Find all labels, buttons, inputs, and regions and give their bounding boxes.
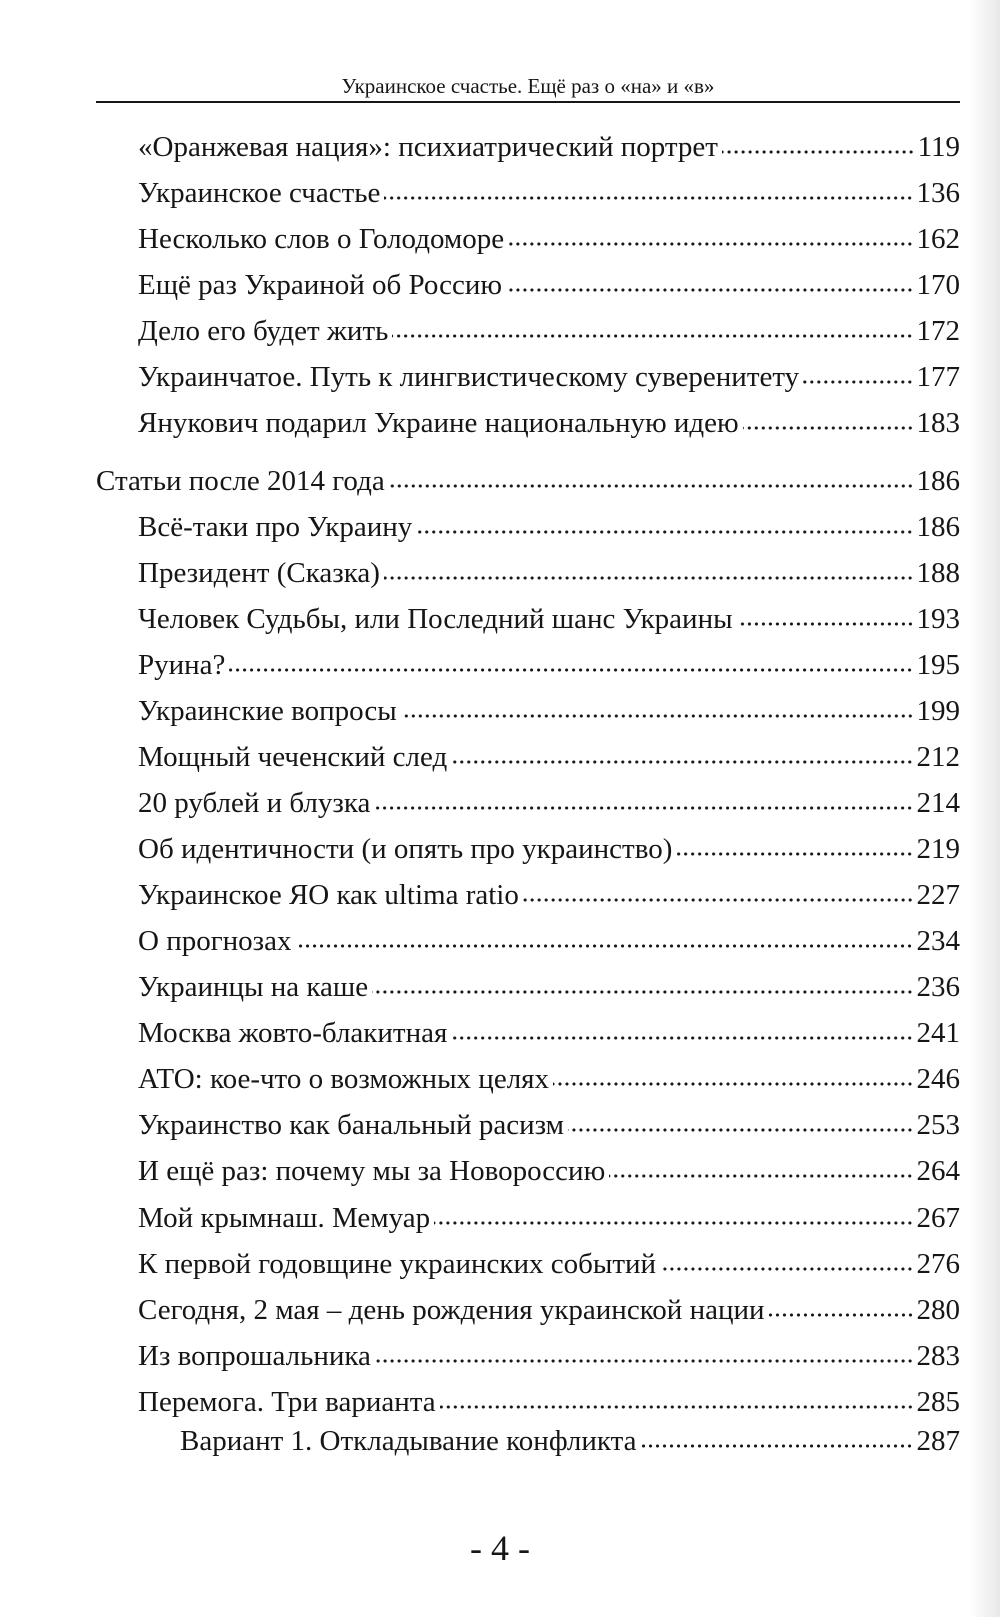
- dot-leader: [295, 942, 913, 950]
- dot-leader: [389, 482, 914, 490]
- toc-entry-title: Несколько слов о Голодоморе: [138, 223, 505, 255]
- toc-entry-page: 199: [916, 695, 960, 727]
- toc-entry: [138, 127, 960, 167]
- toc-entry: [138, 403, 960, 443]
- dot-leader: [803, 378, 913, 386]
- toc-entry: [138, 1290, 960, 1330]
- dot-leader: [392, 332, 913, 340]
- toc-entry-title: Вариант 1. Откладывание конфликта: [180, 1425, 637, 1457]
- toc-entry-title: О прогнозах: [138, 925, 292, 957]
- toc-entry: [138, 737, 960, 777]
- toc-entry: [138, 783, 960, 823]
- toc-entry: [138, 875, 960, 915]
- toc-entry-page: 276: [916, 1248, 960, 1280]
- toc-entry: [138, 265, 960, 305]
- dot-leader: [229, 666, 913, 674]
- toc-entry-page: 193: [916, 603, 960, 635]
- toc-entry-page: 183: [916, 407, 960, 439]
- toc-entry: [138, 1336, 960, 1376]
- running-head: Украинское счастье. Ещё раз о «на» и «в»: [341, 74, 715, 98]
- toc-entry-page: 234: [916, 925, 960, 957]
- toc-entry-title: Ещё раз Украиной об Россию: [138, 269, 503, 301]
- toc-entry: [138, 1382, 960, 1422]
- toc-entry: [138, 357, 960, 397]
- dot-leader: [416, 528, 913, 536]
- toc-entry-title: Президент (Сказка): [138, 557, 380, 589]
- toc-entry: [138, 599, 960, 639]
- dot-leader: [375, 1357, 914, 1365]
- toc-entry: [138, 553, 960, 593]
- toc-entry-title: Янукович подарил Украине национальную идею: [138, 407, 739, 439]
- dot-leader: [609, 1172, 913, 1180]
- toc-entry-title: Украинчатое. Путь к лингвистическому суверенитету: [138, 361, 800, 393]
- toc-entry-title: Украинство как банальный расизм: [138, 1109, 565, 1141]
- toc-entry-title: К первой годовщине украинских событий: [138, 1248, 657, 1280]
- toc-entry-title: Дело его будет жить: [138, 315, 389, 347]
- dot-leader: [506, 286, 913, 294]
- toc-entry-page: 136: [916, 177, 960, 209]
- toc-entry: [138, 1198, 960, 1238]
- header-rule: [96, 101, 960, 103]
- toc-entry: [138, 311, 960, 351]
- toc-entry-title: Из вопрошальника: [138, 1340, 371, 1372]
- toc-entry-title: Москва жовто-блакитная: [138, 1017, 448, 1049]
- toc-entry-page: 214: [916, 787, 960, 819]
- dot-leader: [451, 758, 913, 766]
- toc-entry-title: Об идентичности (и опять про украинство): [138, 833, 673, 865]
- toc-entry-title: Всё-таки про Украину: [138, 511, 413, 543]
- toc-entry-page: 188: [916, 557, 960, 589]
- toc-entry-page: 285: [916, 1386, 960, 1418]
- toc-entry: [180, 1421, 960, 1461]
- dot-leader: [374, 804, 913, 812]
- toc-entry-page: 280: [916, 1294, 960, 1326]
- toc-entry: [138, 691, 960, 731]
- toc-entry-title: Перемога. Три варианта: [138, 1386, 436, 1418]
- dot-leader: [676, 850, 913, 858]
- toc-entry: [138, 1244, 960, 1284]
- toc-entry-title: Статьи после 2014 года: [96, 465, 385, 497]
- dot-leader: [660, 1265, 913, 1273]
- dot-leader: [440, 1403, 914, 1411]
- dot-leader: [401, 712, 914, 720]
- toc-entry-title: Украинское счастье: [138, 177, 381, 209]
- dot-leader: [384, 194, 913, 202]
- toc-entry-page: 227: [916, 879, 960, 911]
- toc-entry-title: И ещё раз: почему мы за Новороссию: [138, 1155, 606, 1187]
- toc-entry-title: 20 рублей и блузка: [138, 787, 371, 819]
- toc-entry: [138, 1013, 960, 1053]
- page-number: - 4 -: [470, 1528, 530, 1568]
- toc-entry-page: 241: [916, 1017, 960, 1049]
- toc-entry: [138, 1059, 960, 1099]
- toc-entry-page: 162: [916, 223, 960, 255]
- toc-entry: [138, 1151, 960, 1191]
- toc-entry-title: Человек Судьбы, или Последний шанс Украины: [138, 603, 733, 635]
- toc-entry-page: 236: [916, 971, 960, 1003]
- toc-entry-title: Украинские вопросы: [138, 695, 397, 727]
- dot-leader: [434, 1219, 913, 1227]
- toc-entry-page: 267: [916, 1202, 960, 1234]
- toc-entry-title: Украинцы на каше: [138, 971, 369, 1003]
- toc-entry-title: Мой крымнаш. Мемуар: [138, 1202, 431, 1234]
- toc-entry-page: 119: [917, 131, 960, 163]
- toc-entry-page: 172: [916, 315, 960, 347]
- dot-leader: [722, 148, 915, 156]
- dot-leader: [737, 620, 914, 628]
- toc-entry-title: АТО: кое-что о возможных целях: [138, 1063, 550, 1095]
- toc-entry: [138, 967, 960, 1007]
- toc-entry-page: 246: [916, 1063, 960, 1095]
- toc-entry: [138, 829, 960, 869]
- toc-entry: [96, 461, 960, 501]
- toc-entry-page: 219: [916, 833, 960, 865]
- toc-entry-page: 186: [916, 465, 960, 497]
- toc-entry-page: 177: [916, 361, 960, 393]
- toc-entry-page: 264: [916, 1155, 960, 1187]
- toc-entry-title: «Оранжевая нация»: психиатрический портрет: [138, 131, 718, 163]
- dot-leader: [372, 988, 913, 996]
- dot-leader: [553, 1080, 913, 1088]
- dot-leader: [451, 1034, 913, 1042]
- page-edge-shadow: [970, 0, 1000, 1617]
- toc-entry-title: Мощный чеченский след: [138, 741, 448, 773]
- dot-leader: [568, 1126, 913, 1134]
- toc-entry: [138, 219, 960, 259]
- toc-entry-page: 186: [916, 511, 960, 543]
- toc-entry-page: 287: [916, 1425, 960, 1457]
- toc-entry-page: 195: [916, 649, 960, 681]
- toc-entry-title: Руина?: [138, 649, 226, 681]
- toc-entry-page: 253: [916, 1109, 960, 1141]
- dot-leader: [523, 896, 914, 904]
- toc-entry: [138, 507, 960, 547]
- dot-leader: [384, 574, 914, 582]
- toc-entry-page: 212: [916, 741, 960, 773]
- toc-entry-page: 283: [916, 1340, 960, 1372]
- toc-entry: [138, 921, 960, 961]
- toc-entry-title: Украинское ЯО как ultima ratio: [138, 879, 519, 911]
- toc-entry-page: 170: [916, 269, 960, 301]
- toc-entry-title: Сегодня, 2 мая – день рождения украинской нации: [138, 1294, 765, 1326]
- toc-entry: [138, 1105, 960, 1145]
- dot-leader: [769, 1311, 914, 1319]
- dot-leader: [640, 1442, 913, 1450]
- dot-leader: [743, 424, 914, 432]
- dot-leader: [508, 240, 913, 248]
- toc-entry: [138, 173, 960, 213]
- toc-entry: [138, 645, 960, 685]
